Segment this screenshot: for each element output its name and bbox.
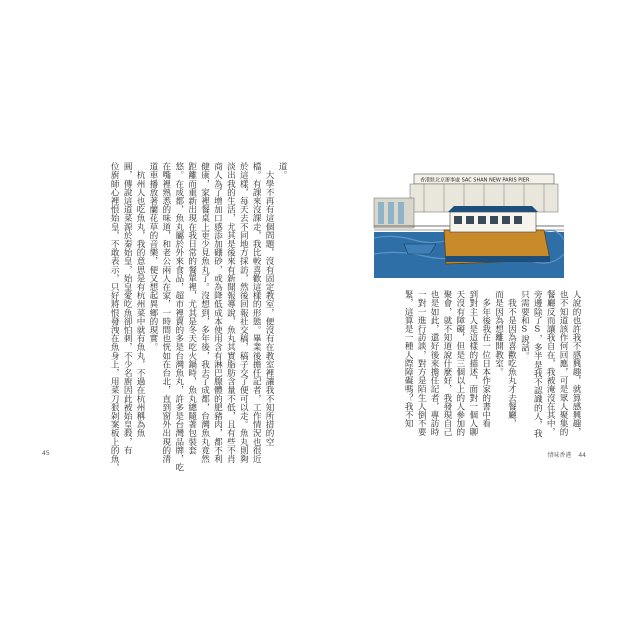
text-line: 在嘴裡熟悉的味道，和老公兩人在家，一時間也恍如在台北，直到窗外出現的清 — [160, 162, 171, 463]
text-line: 人說的也許我不感興趣，就算感興趣， — [571, 290, 581, 437]
text-line: 檔。有課來沒課走，我比較喜歡這樣的形態。畢業後擔任記者，工作情況也很近 — [251, 162, 262, 463]
page-number: 45 — [42, 450, 50, 457]
text-line: 也是如此，還好後來擔任記者，專訪時 — [429, 290, 440, 437]
text-line: 聚會，就不知道說什麼好，我發現自己 — [441, 290, 452, 437]
text-line: 商人為了增加口感添加硼砂，或為降低成本使用含有淋巴腺體的肥豬肉，都不利 — [212, 162, 223, 463]
running-head: 情味香港 — [547, 452, 572, 459]
right-body-text — [401, 290, 582, 458]
text-line: 圓，傳說這道菜源於秦始皇，始皇愛吃魚卻怕刺，不少名廚因此被始皇殺，有 — [122, 162, 133, 455]
right-page — [318, 150, 590, 480]
text-line: 悠。在成都，魚丸屬於外來食品，超市裡賣的多是台灣魚丸，許多是台灣品牌，吃 — [173, 162, 184, 472]
text-line: 位廚師心裡恨始皇，不敢表示，只好將恨發洩在魚身上，用菜刀狠剁案板上的魚， — [109, 162, 120, 472]
text-line: 道。 — [277, 162, 287, 180]
text-line: 也不知道該作何回應，可是眾人聚集的 — [558, 290, 569, 437]
right-page-footer — [547, 450, 586, 459]
text-line: 我不是因為喜歡吃魚丸才去餐廳， — [506, 290, 517, 428]
page-number: 44 — [578, 452, 586, 459]
text-line: 道車播放著蘭花草的音樂，便又想起異鄉的現實。 — [147, 162, 158, 352]
text-line: 天沒有障礙，但是三個以上的人參加的 — [454, 290, 465, 437]
text-line: 淡出我的生活，尤其是後來有新聞報導說，魚丸其實脂肪含量不低，且有些不肖 — [225, 162, 236, 463]
text-line: 旁邊除了S，多半是我不認識的人，我 — [532, 290, 543, 438]
text-line: 只需要和S說話。 — [519, 290, 530, 361]
text-line: 距離而重新出現在我日常的餐單裡，尤其是冬天吃火鍋時，魚丸總隨著包裝套 — [186, 162, 197, 455]
left-page-number — [42, 450, 50, 457]
text-line: 大學不再有這個問題，沒有固定教室，便沒有在教室裡讓我不知所措的空 — [264, 162, 275, 446]
left-body-text — [107, 162, 288, 472]
text-line: 緊，這算是一種人際障礙嗎？我不知 — [403, 290, 414, 428]
pier-sign: 香港駐北京辦事處 SAC SHAN NEW PARIS PIER — [420, 177, 530, 184]
text-line: 健康，家裡餐桌上更少見魚丸了。沒想到，多年後，我去了成都，台灣魚丸竟然 — [199, 162, 210, 463]
text-line: 而是因為想離開教室。 — [493, 290, 504, 376]
left-page — [30, 150, 302, 480]
text-line: 於這樣，每天去不同地方採訪，然後回報社交稿，稿子交了便可以走。魚丸則夠 — [238, 162, 249, 463]
ferry-pier-illustration — [374, 168, 564, 278]
text-line: 一對一進行訪談，對方是陌生人倒不要 — [416, 290, 427, 437]
text-line: 多年後我在一位日本作家的書中看 — [480, 290, 491, 428]
text-line: 到對主人是這樣的描述，面對一個人聊 — [467, 290, 478, 437]
text-line: 杭州人也吃魚丸，我的意思是有杭州菜中就有魚丸，不過在杭州稱為魚 — [135, 162, 146, 438]
text-line: 餐廳反而讓我自在，我被淹沒在其中， — [545, 290, 556, 437]
